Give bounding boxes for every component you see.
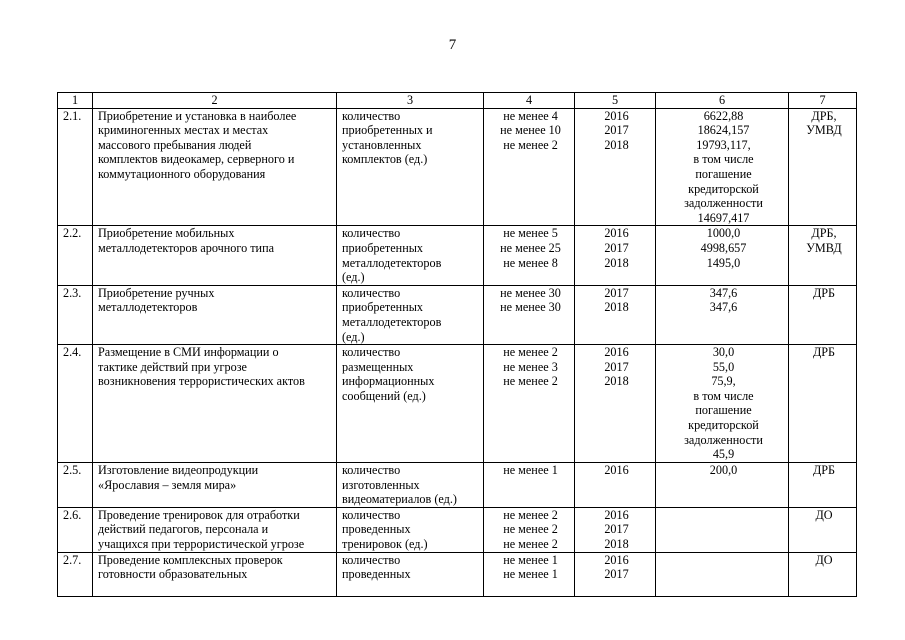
cell-line: Проведение комплексных проверок [98,552,283,567]
cell-line: комплектов видеокамер, серверного и [98,152,295,167]
column-header: 2 [93,93,337,109]
cell-line: не менее 1 [503,552,558,567]
cell-line: количество [342,507,401,522]
cell-line: возникновения террористических актов [98,374,305,389]
indicator-cell [337,552,484,596]
row-number-cell: 2.6. [58,507,93,552]
indicator-cell [337,108,484,226]
cell-line: количество [342,226,401,241]
indicator-cell [337,226,484,285]
funding-amount-cell [656,463,789,508]
cell-line: не менее 5 [503,226,558,241]
action-cell [93,285,337,344]
row-number-cell: 2.2. [58,226,93,285]
cell-line: ДРБ [812,345,836,360]
cell-line: 45,9 [712,447,735,462]
executor-cell [789,108,857,226]
table-row [58,463,857,508]
cell-line: ДРБ [812,285,836,300]
cell-line: 2018 [604,137,629,152]
cell-line: 2016 [604,463,629,478]
action-cell [93,345,337,463]
cell-line: 2018 [604,300,629,315]
executor-cell [789,463,857,508]
cell-line: не менее 1 [503,567,558,582]
column-header: 3 [337,93,484,109]
indicator-cell [337,507,484,552]
table-row [58,285,857,344]
column-header: 7 [789,93,857,109]
indicator-value-cell [484,507,575,552]
cell-line: 2018 [604,374,629,389]
cell-line: действий педагогов, персонала и [98,522,269,537]
column-header: 1 [58,93,93,109]
page-number: 7 [448,37,457,53]
cell-line: металлодетекторов [98,300,198,315]
cell-line: 2016 [604,552,629,567]
table-row [58,226,857,285]
indicator-value-cell [484,463,575,508]
funding-amount-cell [656,226,789,285]
row-number-cell: 2.4. [58,345,93,463]
executor-cell [789,226,857,285]
cell-line: не менее 1 [503,463,558,478]
cell-line: видеоматериалов (ед.) [342,492,457,507]
cell-line: проведенных [342,567,411,582]
cell-line: не менее 2 [503,537,558,552]
cell-line: не менее 30 [500,300,561,315]
cell-line: приобретенных [342,300,423,315]
cell-line: проведенных [342,522,411,537]
indicator-value-cell [484,345,575,463]
cell-line: 2018 [604,255,629,270]
year-cell [575,507,656,552]
cell-line: 2016 [604,226,629,241]
cell-line: не менее 2 [503,522,558,537]
cell-line: Изготовление видеопродукции [98,463,259,478]
cell-line: 75,9, [711,374,736,389]
cell-line: не менее 2 [503,137,558,152]
cell-line: сообщений (ед.) [342,388,426,403]
executor-cell [789,552,857,596]
action-cell [93,226,337,285]
cell-line: количество [342,108,401,123]
cell-line: не менее 4 [503,108,558,123]
cell-line: 347,6 [709,300,738,315]
cell-line: не менее 3 [503,359,558,374]
cell-line: 200,0 [709,463,738,478]
cell-line: 2016 [604,345,629,360]
cell-line: 347,6 [709,285,738,300]
cell-line: 1000,0 [706,226,741,241]
row-number-cell: 2.3. [58,285,93,344]
cell-line: УМВД [806,240,842,255]
cell-line: 2017 [604,285,629,300]
cell-line: 14697,417 [697,210,750,225]
year-cell [575,345,656,463]
indicator-cell [337,463,484,508]
cell-line: (ед.) [342,329,365,344]
cell-line: готовности образовательных [98,567,248,582]
indicator-value-cell [484,226,575,285]
cell-line: погашение [695,403,752,418]
cell-line: приобретенных [342,240,423,255]
cell-line: установленных [342,137,422,152]
cell-line: не менее 2 [503,374,558,389]
cell-line: изготовленных [342,477,420,492]
cell-line: тактике действий при угрозе [98,359,247,374]
cell-line: ДО [815,552,833,567]
cell-line: криминогенных местах и местах [98,123,269,138]
cell-line: погашение [695,166,752,181]
cell-line: учащихся при террористической угрозе [98,537,305,552]
cell-line: размещенных [342,359,414,374]
action-cell [93,507,337,552]
cell-line: ДРБ, [811,226,837,241]
cell-line: «Ярославия – земля мира» [98,477,237,492]
cell-line: комплектов (ед.) [342,152,428,167]
funding-amount-cell [656,552,789,596]
column-header: 6 [656,93,789,109]
cell-line: 18624,157 [697,123,750,138]
executor-cell [789,345,857,463]
cell-line: тренировок (ед.) [342,537,428,552]
cell-line: 6622,88 [703,108,744,123]
row-number-cell: 2.5. [58,463,93,508]
action-cell [93,108,337,226]
cell-line: задолженности [684,196,763,211]
action-cell [93,552,337,596]
table-row [58,345,857,463]
year-cell [575,226,656,285]
cell-line: кредиторской [688,418,759,433]
cell-line: УМВД [806,123,842,138]
row-number-cell: 2.1. [58,108,93,226]
cell-line: металлодетекторов [342,314,442,329]
cell-line: не менее 2 [503,507,558,522]
cell-line: ДО [815,507,833,522]
table-row [58,108,857,226]
measures-table-body [58,93,857,597]
cell-line: не менее 10 [500,123,561,138]
column-header: 4 [484,93,575,109]
cell-line: информационных [342,374,435,389]
funding-amount-cell [656,345,789,463]
year-cell [575,108,656,226]
cell-line: Проведение тренировок для отработки [98,507,300,522]
executor-cell [789,285,857,344]
cell-line: ДРБ, [811,108,837,123]
cell-line: 55,0 [712,359,735,374]
cell-line: 1495,0 [706,255,741,270]
year-cell [575,463,656,508]
column-number-row [58,93,857,109]
row-number-cell: 2.7. [58,552,93,596]
indicator-cell [337,285,484,344]
cell-line: металлодетекторов арочного типа [98,240,275,255]
cell-line: 30,0 [712,345,735,360]
indicator-cell [337,345,484,463]
cell-line: количество [342,463,401,478]
cell-line: не менее 2 [503,345,558,360]
cell-line: количество [342,285,401,300]
year-cell [575,285,656,344]
cell-line: Приобретение ручных [98,285,215,300]
measures-table [57,92,857,597]
cell-line: (ед.) [342,270,365,285]
cell-line: 2017 [604,522,629,537]
funding-amount-cell [656,108,789,226]
cell-line: 19793,117, [696,137,751,152]
cell-line: количество [342,552,401,567]
cell-line: не менее 25 [500,240,561,255]
cell-line: кредиторской [688,181,759,196]
cell-line: массового пребывания людей [98,137,252,152]
cell-line: металлодетекторов [342,255,442,270]
year-cell [575,552,656,596]
funding-amount-cell [656,507,789,552]
cell-line: 2017 [604,240,629,255]
cell-line: 2017 [604,123,629,138]
cell-line: коммутационного оборудования [98,166,266,181]
table-row [58,552,857,596]
funding-amount-cell [656,285,789,344]
cell-line: количество [342,345,401,360]
table-row [58,507,857,552]
cell-line: задолженности [684,432,763,447]
cell-line: 2016 [604,507,629,522]
indicator-value-cell [484,552,575,596]
cell-line: ДРБ [812,463,836,478]
column-header: 5 [575,93,656,109]
indicator-value-cell [484,108,575,226]
cell-line: 4998,657 [700,240,747,255]
cell-line: 2018 [604,537,629,552]
cell-line: 2016 [604,108,629,123]
cell-line: не менее 30 [500,285,561,300]
executor-cell [789,507,857,552]
indicator-value-cell [484,285,575,344]
cell-line: в том числе [693,152,754,167]
cell-line: не менее 8 [503,255,558,270]
cell-line: в том числе [693,388,754,403]
cell-line: Приобретение и установка в наиболее [98,108,297,123]
cell-line: 2017 [604,359,629,374]
cell-line: 2017 [604,567,629,582]
cell-line: Размещение в СМИ информации о [98,345,279,360]
cell-line: приобретенных и [342,123,433,138]
action-cell [93,463,337,508]
cell-line: Приобретение мобильных [98,226,235,241]
